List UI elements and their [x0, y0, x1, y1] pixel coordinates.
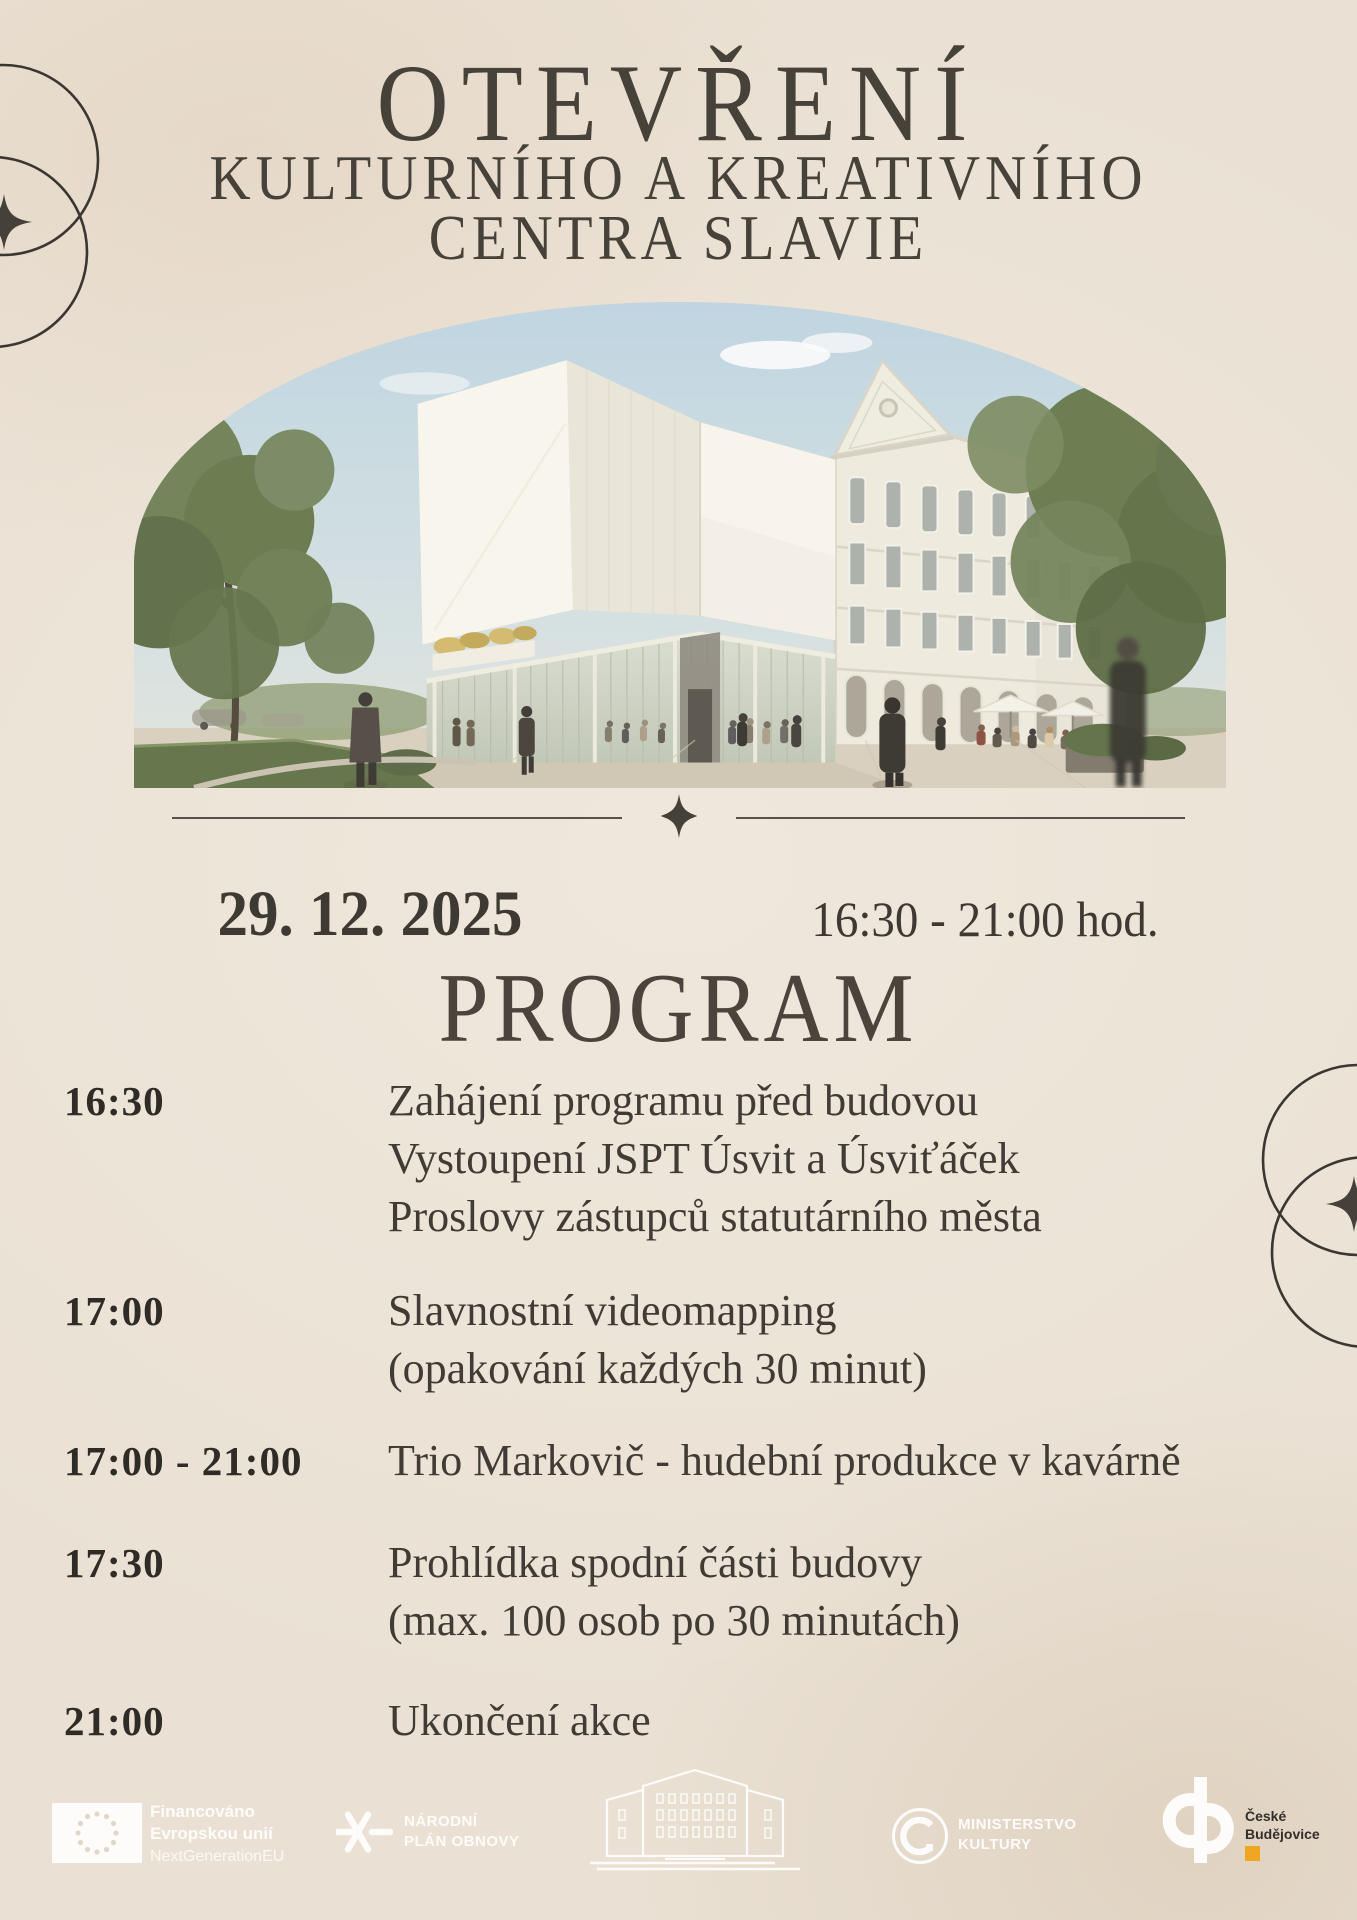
program-item — [64, 1072, 1267, 1246]
program-item — [64, 1432, 1267, 1490]
program-line: Ukončení akce — [388, 1696, 651, 1745]
eu-flag-icon — [52, 1803, 142, 1863]
program-time: 17:30 — [64, 1540, 165, 1586]
cb-monogram-icon — [1160, 1776, 1240, 1866]
program-line: (opakování každých 30 minut) — [388, 1344, 927, 1393]
program-line: Trio Markovič - hudební produkce v kavárně — [388, 1436, 1181, 1485]
program-description — [388, 1534, 1267, 1650]
program-heading: PROGRAM — [438, 954, 919, 1064]
program-line: Prohlídka spodní části budovy — [388, 1538, 923, 1587]
program-line: Slavnostní videomapping — [388, 1286, 837, 1335]
program-item — [64, 1282, 1267, 1398]
program-line: Zahájení programu před budovou — [388, 1076, 979, 1125]
eu-funding-label-line2: Evropskou unií — [150, 1824, 273, 1844]
ministry-culture-icon — [890, 1806, 950, 1866]
cb-label-line1: České — [1245, 1808, 1287, 1824]
cb-label-line2: Budějovice — [1245, 1825, 1320, 1842]
sparkle-icon — [1326, 1176, 1357, 1232]
program-item — [64, 1534, 1267, 1650]
npo-asterisk-icon — [336, 1804, 394, 1860]
program-description — [388, 1282, 1267, 1398]
cb-yellow-square — [1245, 1846, 1260, 1861]
npo-label-line2: PLÁN OBNOVY — [404, 1832, 520, 1850]
sparkle-icon — [660, 794, 698, 843]
program-item — [64, 1692, 1267, 1750]
program-line: Vystoupení JSPT Úsvit a Úsviťáček — [388, 1134, 1020, 1183]
program-line: (max. 100 osob po 30 minutách) — [388, 1596, 960, 1645]
divider — [172, 796, 1185, 840]
divider-line-left — [172, 817, 622, 819]
program-description — [388, 1072, 1267, 1246]
program-time: 16:30 — [64, 1078, 165, 1124]
ministry-label-line2: KULTURY — [958, 1835, 1032, 1853]
npo-label-line1: NÁRODNÍ — [404, 1813, 478, 1830]
program-time: 21:00 — [64, 1698, 165, 1744]
ministry-label-line1: MINISTERSTVO — [958, 1816, 1077, 1833]
building-render-image — [134, 302, 1226, 788]
divider-line-right — [736, 817, 1186, 819]
building-scene — [134, 302, 1226, 788]
poster-subtitle-line1: KULTURNÍHO A KREATIVNÍHO — [209, 143, 1148, 214]
eu-funding-label-line3: NextGenerationEU — [150, 1847, 285, 1865]
event-date: 29. 12. 2025 — [217, 878, 523, 950]
program-description — [388, 1692, 1267, 1750]
program-line: Proslovy zástupců statutárního města — [388, 1192, 1042, 1241]
event-time: 16:30 - 21:00 hod. — [811, 892, 1159, 948]
eu-funding-label-line1: Financováno — [150, 1802, 255, 1821]
program-time: 17:00 - 21:00 — [64, 1438, 303, 1484]
slavie-building-icon — [585, 1768, 805, 1873]
program-description — [388, 1432, 1267, 1490]
poster-subtitle-line2: CENTRA SLAVIE — [428, 203, 929, 274]
poster-title: OTEVŘENÍ — [376, 42, 981, 165]
program-time: 17:00 — [64, 1288, 165, 1334]
